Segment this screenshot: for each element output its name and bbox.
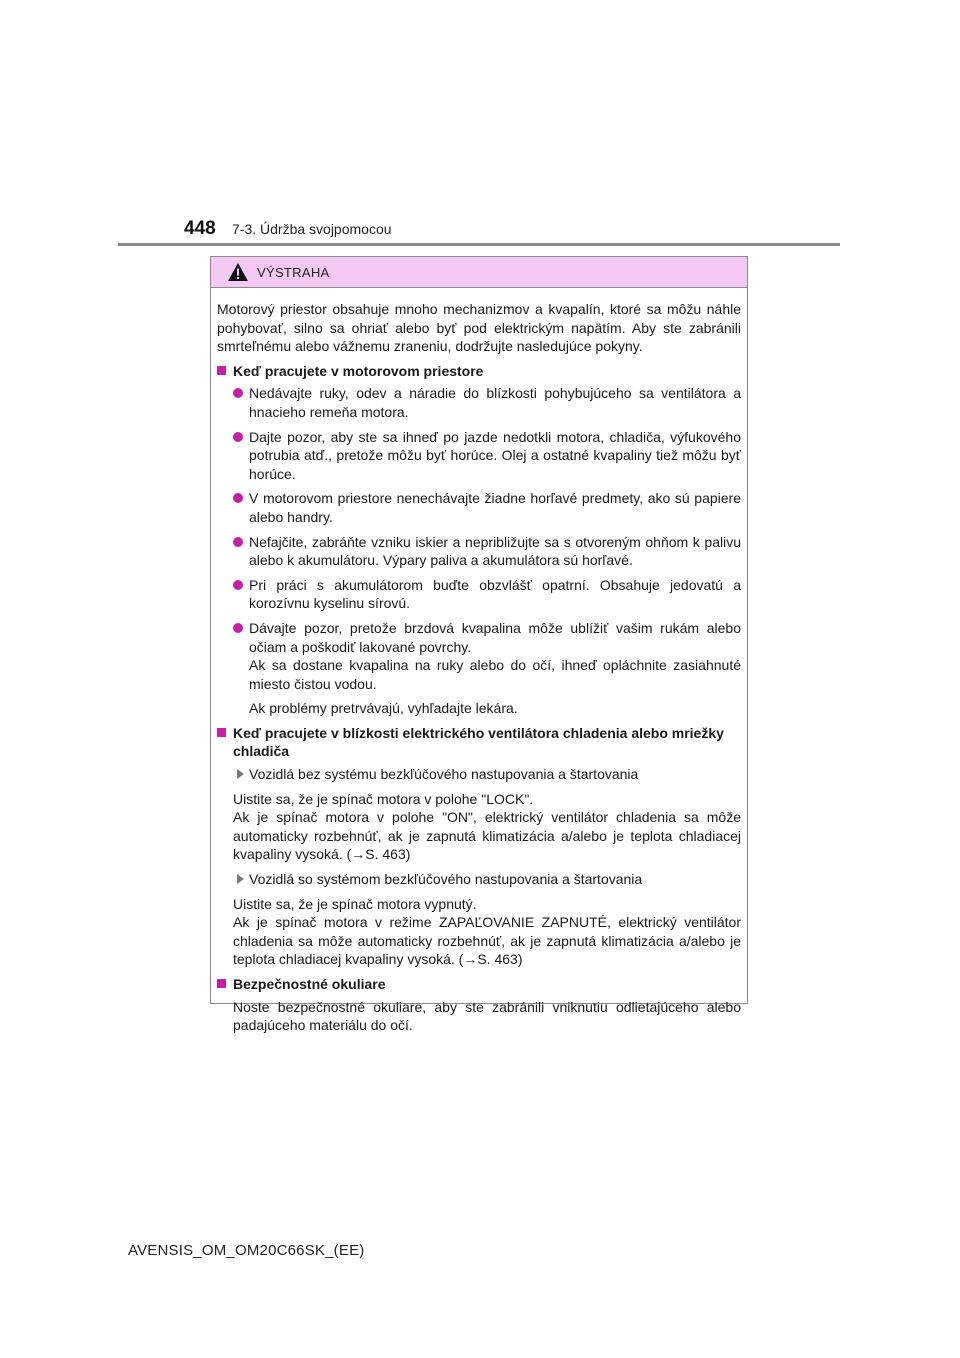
section-heading-glasses	[217, 975, 741, 994]
warning-triangle-icon	[227, 262, 249, 282]
section-heading-text: Bezpečnostné okuliare	[233, 976, 386, 992]
round-bullet-icon	[233, 388, 243, 398]
warning-header	[211, 257, 747, 288]
paragraph: Noste bezpečnostné okuliare, aby ste zabránili vniknutiu odlietajúceho alebo padajúceho materiálu do očí.	[233, 998, 741, 1034]
round-bullet-icon	[233, 623, 243, 633]
page-number: 448	[184, 218, 216, 239]
square-bullet-icon	[217, 366, 226, 375]
square-bullet-icon	[217, 728, 226, 737]
square-bullet-icon	[217, 979, 226, 988]
list-item	[217, 384, 741, 421]
round-bullet-icon	[233, 432, 243, 442]
list-item	[217, 576, 741, 613]
section-heading-text: Keď pracujete v motorovom priestore	[233, 362, 484, 379]
section-heading-text: Keď pracujete v blízkosti elektrického ventilátora chladenia alebo mriežky chladiča	[233, 724, 724, 760]
section-heading-fan	[217, 724, 741, 761]
list-item	[217, 428, 741, 484]
list-item-text: Ak sa dostane kvapalina na ruky alebo do očí, ihneď opláchnite zasiahnuté miesto čistou vodou.	[249, 657, 741, 692]
list-item-text: V motorovom priestore nenechávajte žiadne horľavé predmety, ako sú papiere alebo handry.	[249, 490, 741, 525]
list-item	[217, 489, 741, 526]
section-title: 7-3. Údržba svojpomocou	[232, 221, 392, 237]
paragraph-line: Ak je spínač motora v polohe "ON", elektrický ventilátor chladenia sa môže automaticky rozbehnúť, ak je zapnutá klimatizácia a/alebo je teplota chladiacej kvapaliny vysoká. (→S. 463)	[233, 809, 741, 863]
list-item-text: Nefajčite, zabráňte vzniku iskier a nepribližujte sa s otvoreným ohňom k palivu alebo k akumulátoru. Výpary paliva a akumulátora sú horľavé.	[249, 533, 741, 569]
list-item-text: Dávajte pozor, pretože brzdová kvapalina môže ublížiť vašim rukám alebo očiam a poškodiť lakované povrchy.	[249, 619, 741, 655]
footer-document-code: AVENSIS_OM_OM20C66SK_(EE)	[128, 1242, 365, 1259]
paragraph	[217, 895, 741, 969]
header-rule	[118, 243, 840, 246]
list-item-text: Dajte pozor, aby ste sa ihneď po jazde nedotkli motora, chladiča, výfukového potrubia atď., pretože môžu byť horúce. Olej a ostatné kvapaliny tiež môžu byť horúce.	[249, 428, 741, 482]
list-item-text: Pri práci s akumulátorom buďte obzvlášť opatrní. Obsahuje jedovatú a korozívnu kyselinu sírovú.	[249, 576, 741, 612]
section-heading-engine	[217, 362, 741, 381]
warning-title: VÝSTRAHA	[257, 265, 330, 280]
list-item-note: Ak problémy pretrvávajú, vyhľadajte lekára.	[249, 700, 518, 717]
paragraph-line: Uistite sa, že je spínač motora vypnutý.	[233, 895, 477, 912]
list-item	[217, 533, 741, 570]
sub-heading	[217, 870, 741, 889]
sub-heading	[217, 765, 741, 784]
warning-box	[210, 256, 748, 1034]
sub-heading-text: Vozidlá bez systému bezkľúčového nastupovania a štartovania	[249, 766, 639, 783]
round-bullet-icon	[233, 580, 243, 590]
paragraph	[217, 790, 741, 864]
triangle-bullet-icon	[237, 874, 244, 884]
warning-intro: Motorový priestor obsahuje mnoho mechanizmov a kvapalín, ktoré sa môžu náhle pohybovať, silno sa ohriať alebo byť pod elektrickým napätím. Aby ste zabránili smrteľnému alebo vážnemu zraneniu, dodržujte nasledujúce pokyny.	[217, 301, 741, 355]
round-bullet-icon	[233, 537, 243, 547]
paragraph-line: Ak je spínač motora v režime ZAPAĽOVANIE ZAPNUTÉ, elektrický ventilátor chladenia sa môže automaticky rozbehnúť, ak je zapnutá klimatizácia a/alebo je teplota chladiacej kvapaliny vysoká. (→S. 463)	[233, 914, 741, 968]
triangle-bullet-icon	[237, 769, 244, 779]
sub-heading-text: Vozidlá so systémom bezkľúčového nastupovania a štartovania	[249, 871, 643, 888]
warning-body	[211, 288, 747, 1035]
paragraph-line: Uistite sa, že je spínač motora v polohe "LOCK".	[233, 790, 534, 807]
list-item	[217, 619, 741, 693]
list-item-text: Nedávajte ruky, odev a náradie do blízkosti pohybujúceho sa ventilátora a hnacieho remeňa motora.	[249, 385, 741, 420]
round-bullet-icon	[233, 493, 243, 503]
